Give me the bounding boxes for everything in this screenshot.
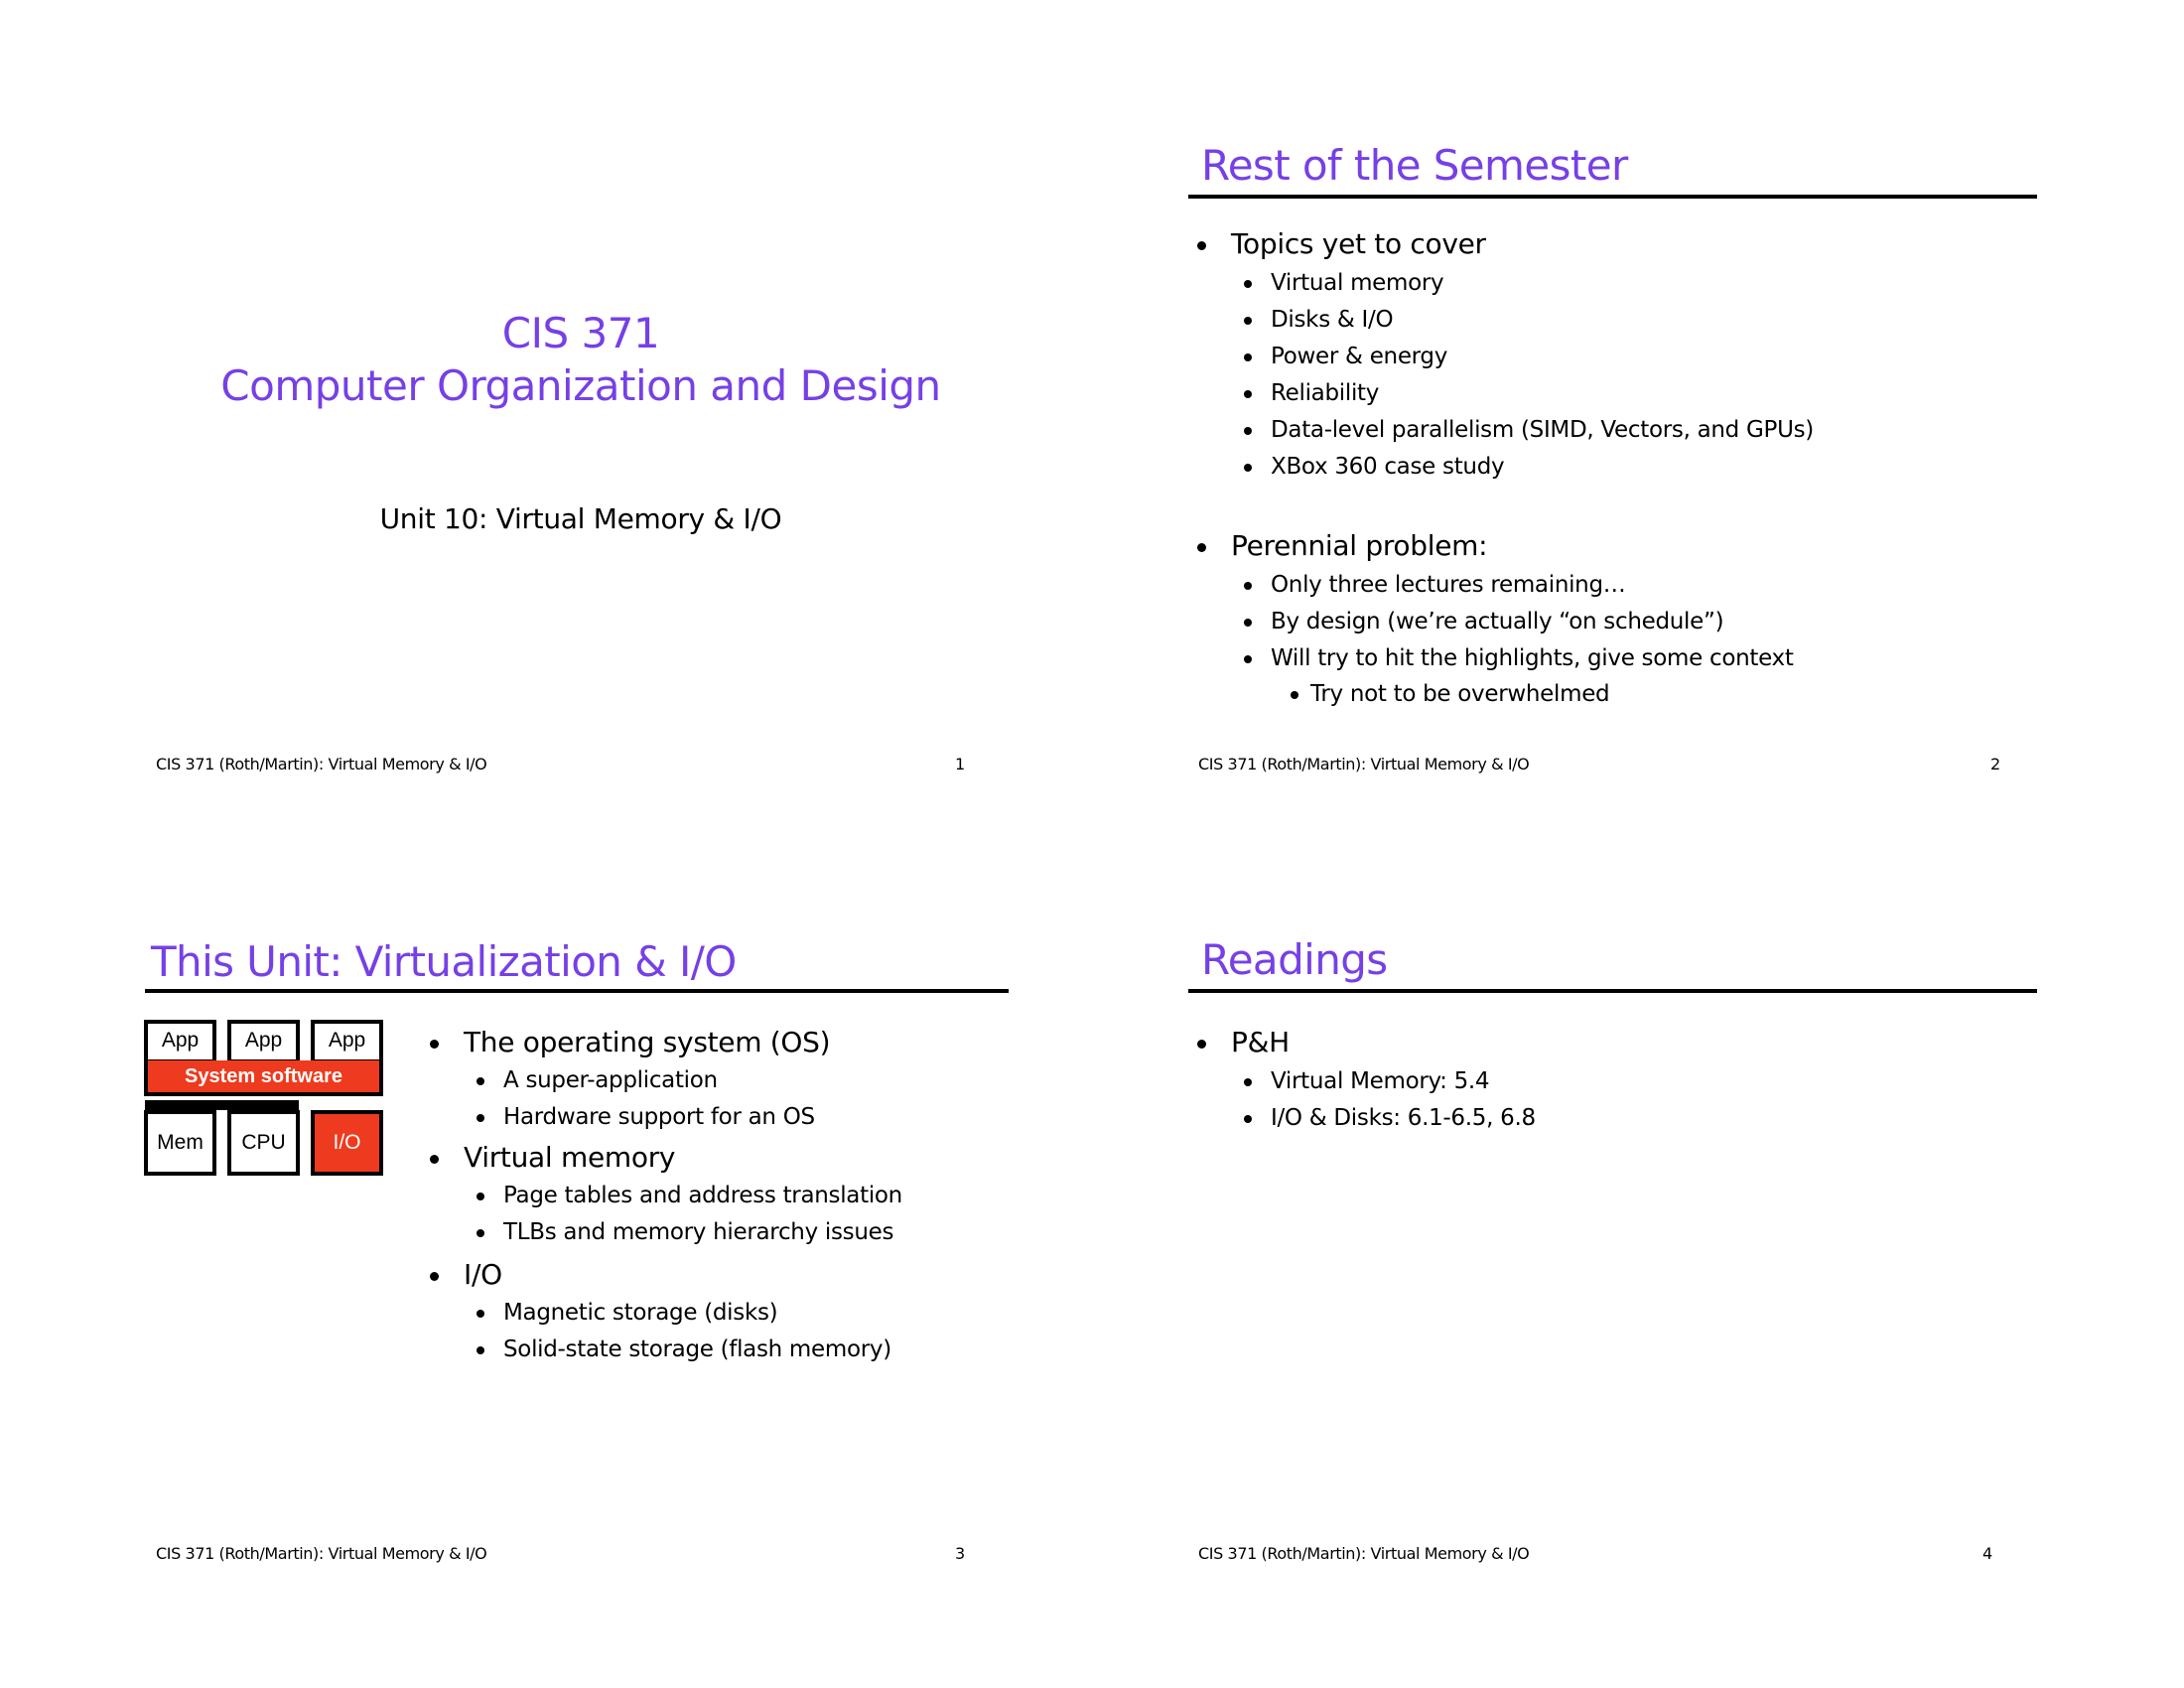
bullet-icon: [1197, 241, 1206, 250]
sub-bullet-item: By design (we’re actually “on schedule”): [1271, 607, 1723, 636]
sub-bullet-item: Data-level parallelism (SIMD, Vectors, and GPUs): [1271, 415, 1814, 445]
bullet-icon: [477, 1114, 484, 1122]
bullet-icon: [1244, 655, 1252, 663]
diagram-mem-box: Mem: [144, 1110, 216, 1176]
bullet-icon: [1244, 582, 1252, 590]
bullet-item: The operating system (OS): [464, 1025, 830, 1060]
page-number: 2: [1990, 755, 2001, 774]
header-rule: [1188, 195, 2037, 199]
page-number: 3: [955, 1544, 966, 1563]
sub-sub-bullet-item: Try not to be overwhelmed: [1310, 679, 1609, 709]
bullet-icon: [430, 1040, 439, 1049]
diagram-cpu-box: CPU: [227, 1110, 300, 1176]
bullet-icon: [1244, 427, 1252, 435]
course-title: Computer Organization and Design: [220, 361, 941, 410]
sub-bullet-item: Power & energy: [1271, 342, 1447, 371]
slide-footer: CIS 371 (Roth/Martin): Virtual Memory & I/O: [156, 755, 487, 774]
sub-bullet-item: Virtual Memory: 5.4: [1271, 1066, 1489, 1096]
bullet-icon: [477, 1229, 484, 1237]
header-rule: [145, 989, 1009, 993]
diagram-app-box: App: [227, 1020, 300, 1063]
slide-footer: CIS 371 (Roth/Martin): Virtual Memory & I/O: [156, 1544, 487, 1563]
slide-header: Rest of the Semester: [1201, 141, 1628, 190]
unit-subtitle: Unit 10: Virtual Memory & I/O: [379, 502, 782, 535]
bullet-icon: [477, 1346, 484, 1354]
sub-bullet-item: A super-application: [503, 1065, 718, 1095]
sub-bullet-item: Solid-state storage (flash memory): [503, 1335, 891, 1364]
bullet-icon: [1197, 543, 1206, 552]
bullet-item: I/O: [464, 1257, 502, 1293]
diagram-io-box: I/O: [311, 1110, 383, 1176]
bullet-icon: [1244, 1115, 1252, 1123]
course-number: CIS 371: [501, 309, 660, 357]
slide-footer: CIS 371 (Roth/Martin): Virtual Memory & I/O: [1198, 755, 1530, 774]
sub-bullet-item: Only three lectures remaining…: [1271, 570, 1625, 600]
bullet-icon: [1244, 353, 1252, 361]
bullet-icon: [1244, 464, 1252, 472]
bullet-icon: [1244, 390, 1252, 398]
diagram-app-box: App: [311, 1020, 383, 1063]
bullet-icon: [477, 1077, 484, 1085]
bullet-icon: [430, 1272, 439, 1281]
slide-header: This Unit: Virtualization & I/O: [151, 937, 737, 986]
sub-bullet-item: XBox 360 case study: [1271, 452, 1504, 482]
bullet-icon: [1244, 317, 1252, 325]
bullet-item: Perennial problem:: [1231, 528, 1487, 564]
bullet-icon: [1197, 1040, 1206, 1049]
header-rule: [1188, 989, 2037, 993]
slide-footer: CIS 371 (Roth/Martin): Virtual Memory & I/O: [1198, 1544, 1530, 1563]
sub-bullet-item: Will try to hit the highlights, give some context: [1271, 643, 1794, 673]
sub-bullet-item: Magnetic storage (disks): [503, 1298, 777, 1328]
bullet-item: Virtual memory: [464, 1140, 675, 1176]
bullet-item: Topics yet to cover: [1231, 226, 1486, 262]
bullet-icon: [430, 1155, 439, 1164]
diagram-bus-bar: [145, 1100, 299, 1110]
sub-bullet-item: Reliability: [1271, 378, 1379, 408]
slide-3-this-unit: [139, 794, 1191, 1589]
bullet-item: P&H: [1231, 1025, 1290, 1060]
sub-bullet-item: Page tables and address translation: [503, 1181, 902, 1210]
sub-bullet-item: Hardware support for an OS: [503, 1102, 815, 1132]
sub-bullet-item: I/O & Disks: 6.1-6.5, 6.8: [1271, 1103, 1536, 1133]
page-number: 1: [955, 755, 966, 774]
bullet-icon: [1244, 1078, 1252, 1086]
slide-1-title: [139, 0, 1191, 794]
sub-bullet-item: TLBs and memory hierarchy issues: [503, 1217, 893, 1247]
sub-bullet-item: Virtual memory: [1271, 268, 1443, 298]
diagram-app-box: App: [144, 1020, 216, 1063]
slide-2-rest-of-semester: [1181, 0, 2184, 794]
slide-header: Readings: [1201, 935, 1388, 984]
bullet-icon: [1244, 280, 1252, 288]
sub-bullet-item: Disks & I/O: [1271, 305, 1393, 335]
bullet-icon: [477, 1193, 484, 1200]
diagram-system-software: System software: [144, 1060, 383, 1096]
bullet-icon: [1291, 691, 1298, 699]
bullet-icon: [477, 1310, 484, 1318]
bullet-icon: [1244, 619, 1252, 627]
slide-4-readings: [1181, 794, 2184, 1589]
page-number: 4: [1982, 1544, 1993, 1563]
